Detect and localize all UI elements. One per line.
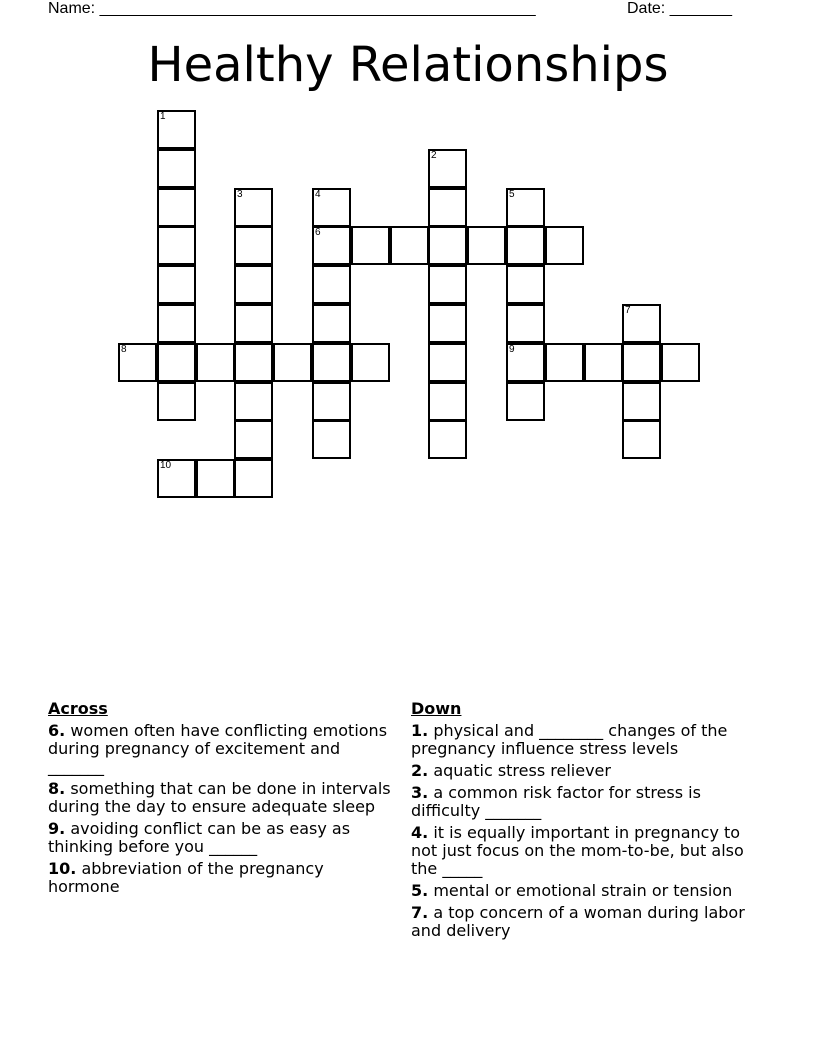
- clue-number-label: 6: [315, 227, 321, 238]
- crossword-cell[interactable]: [428, 188, 467, 227]
- clue-number-label: 5: [509, 189, 515, 200]
- clue-number: 1.: [411, 721, 429, 740]
- clue-number-label: 4: [315, 189, 321, 200]
- crossword-cell[interactable]: [312, 226, 351, 265]
- crossword-cell[interactable]: [234, 382, 273, 421]
- crossword-cell[interactable]: [351, 226, 390, 265]
- down-clue: [411, 904, 761, 940]
- crossword-cell[interactable]: [506, 343, 545, 382]
- crossword-cell[interactable]: [428, 304, 467, 343]
- crossword-cell[interactable]: [312, 265, 351, 304]
- crossword-cell[interactable]: [196, 343, 235, 382]
- crossword-cell[interactable]: [157, 265, 196, 304]
- crossword-cell[interactable]: [157, 304, 196, 343]
- crossword-cell[interactable]: [506, 382, 545, 421]
- clue-number-label: 3: [237, 189, 243, 200]
- crossword-cell[interactable]: [234, 265, 273, 304]
- crossword-cell[interactable]: [196, 459, 235, 498]
- crossword-cell[interactable]: [234, 226, 273, 265]
- clue-text: abbreviation of the pregnancy hormone: [48, 859, 324, 896]
- date-field-label: Date: _______: [627, 0, 732, 17]
- clue-number: 2.: [411, 761, 429, 780]
- clue-number-label: 8: [121, 344, 127, 355]
- crossword-cell[interactable]: [506, 265, 545, 304]
- crossword-cell[interactable]: [234, 343, 273, 382]
- across-clue: [48, 722, 400, 776]
- down-clue: [411, 762, 761, 780]
- clue-text: physical and ________ changes of the pregnancy influence stress levels: [411, 721, 728, 758]
- across-clues: [48, 700, 400, 900]
- across-clue: [48, 820, 400, 856]
- across-clue: [48, 860, 400, 896]
- crossword-cell[interactable]: [428, 343, 467, 382]
- crossword-cell[interactable]: [157, 188, 196, 227]
- crossword-cell[interactable]: [312, 382, 351, 421]
- crossword-cell[interactable]: [661, 343, 700, 382]
- down-clue: [411, 722, 761, 758]
- clue-number-label: 9: [509, 344, 515, 355]
- clue-text: a common risk factor for stress is difficulty _______: [411, 783, 701, 820]
- crossword-cell[interactable]: [390, 226, 429, 265]
- crossword-cell[interactable]: [157, 382, 196, 421]
- crossword-cell[interactable]: [157, 459, 196, 498]
- crossword-cell[interactable]: [622, 382, 661, 421]
- crossword-cell[interactable]: [428, 420, 467, 459]
- crossword-cell[interactable]: [234, 420, 273, 459]
- crossword-cell[interactable]: [622, 420, 661, 459]
- crossword-cell[interactable]: [622, 343, 661, 382]
- crossword-cell[interactable]: [506, 226, 545, 265]
- crossword-cell[interactable]: [312, 343, 351, 382]
- crossword-cell[interactable]: [545, 343, 584, 382]
- clue-text: aquatic stress reliever: [433, 761, 611, 780]
- name-field-label: Name: _________________________________________________: [48, 0, 536, 17]
- crossword-cell[interactable]: [428, 226, 467, 265]
- clue-number: 10.: [48, 859, 77, 878]
- clue-number: 6.: [48, 721, 66, 740]
- crossword-cell[interactable]: [157, 149, 196, 188]
- page-title: Healthy Relationships: [147, 37, 669, 93]
- clue-number: 5.: [411, 881, 429, 900]
- crossword-cell[interactable]: [234, 188, 273, 227]
- crossword-cell[interactable]: [118, 343, 157, 382]
- crossword-cell[interactable]: [157, 226, 196, 265]
- crossword-cell[interactable]: [428, 149, 467, 188]
- crossword-cell[interactable]: [506, 304, 545, 343]
- down-heading: Down: [411, 699, 462, 718]
- crossword-cell[interactable]: [312, 304, 351, 343]
- down-clue: [411, 784, 761, 820]
- crossword-cell[interactable]: [273, 343, 312, 382]
- clue-number-label: 2: [431, 150, 437, 161]
- crossword-cell[interactable]: [234, 304, 273, 343]
- clue-number-label: 1: [160, 111, 166, 122]
- crossword-cell[interactable]: [506, 188, 545, 227]
- clue-text: women often have conflicting emotions during pregnancy of excitement and _______: [48, 721, 388, 776]
- crossword-cell[interactable]: [622, 304, 661, 343]
- across-clue: [48, 780, 400, 816]
- crossword-cell[interactable]: [157, 110, 196, 149]
- clue-number: 4.: [411, 823, 429, 842]
- crossword-cell[interactable]: [428, 265, 467, 304]
- clue-number: 9.: [48, 819, 66, 838]
- crossword-cell[interactable]: [312, 188, 351, 227]
- crossword-cell[interactable]: [467, 226, 506, 265]
- crossword-cell[interactable]: [428, 382, 467, 421]
- clue-number: 3.: [411, 783, 429, 802]
- crossword-grid: [0, 0, 816, 520]
- across-heading: Across: [48, 699, 108, 718]
- clue-text: it is equally important in pregnancy to not just focus on the mom-to-be, but also the _____: [411, 823, 744, 878]
- clue-number-label: 10: [160, 460, 172, 471]
- clue-text: something that can be done in intervals during the day to ensure adequate sleep: [48, 779, 391, 816]
- crossword-cell[interactable]: [351, 343, 390, 382]
- crossword-cell[interactable]: [234, 459, 273, 498]
- down-clues: [411, 700, 761, 944]
- crossword-cell[interactable]: [312, 420, 351, 459]
- clue-text: a top concern of a woman during labor and delivery: [411, 903, 745, 940]
- clue-number: 7.: [411, 903, 429, 922]
- crossword-cell[interactable]: [545, 226, 584, 265]
- crossword-cell[interactable]: [157, 343, 196, 382]
- clue-text: avoiding conflict can be as easy as thinking before you ______: [48, 819, 351, 856]
- clue-text: mental or emotional strain or tension: [433, 881, 733, 900]
- clue-number-label: 7: [625, 305, 631, 316]
- down-clue: [411, 824, 761, 878]
- clue-number: 8.: [48, 779, 66, 798]
- crossword-cell[interactable]: [584, 343, 623, 382]
- down-clue: [411, 882, 761, 900]
